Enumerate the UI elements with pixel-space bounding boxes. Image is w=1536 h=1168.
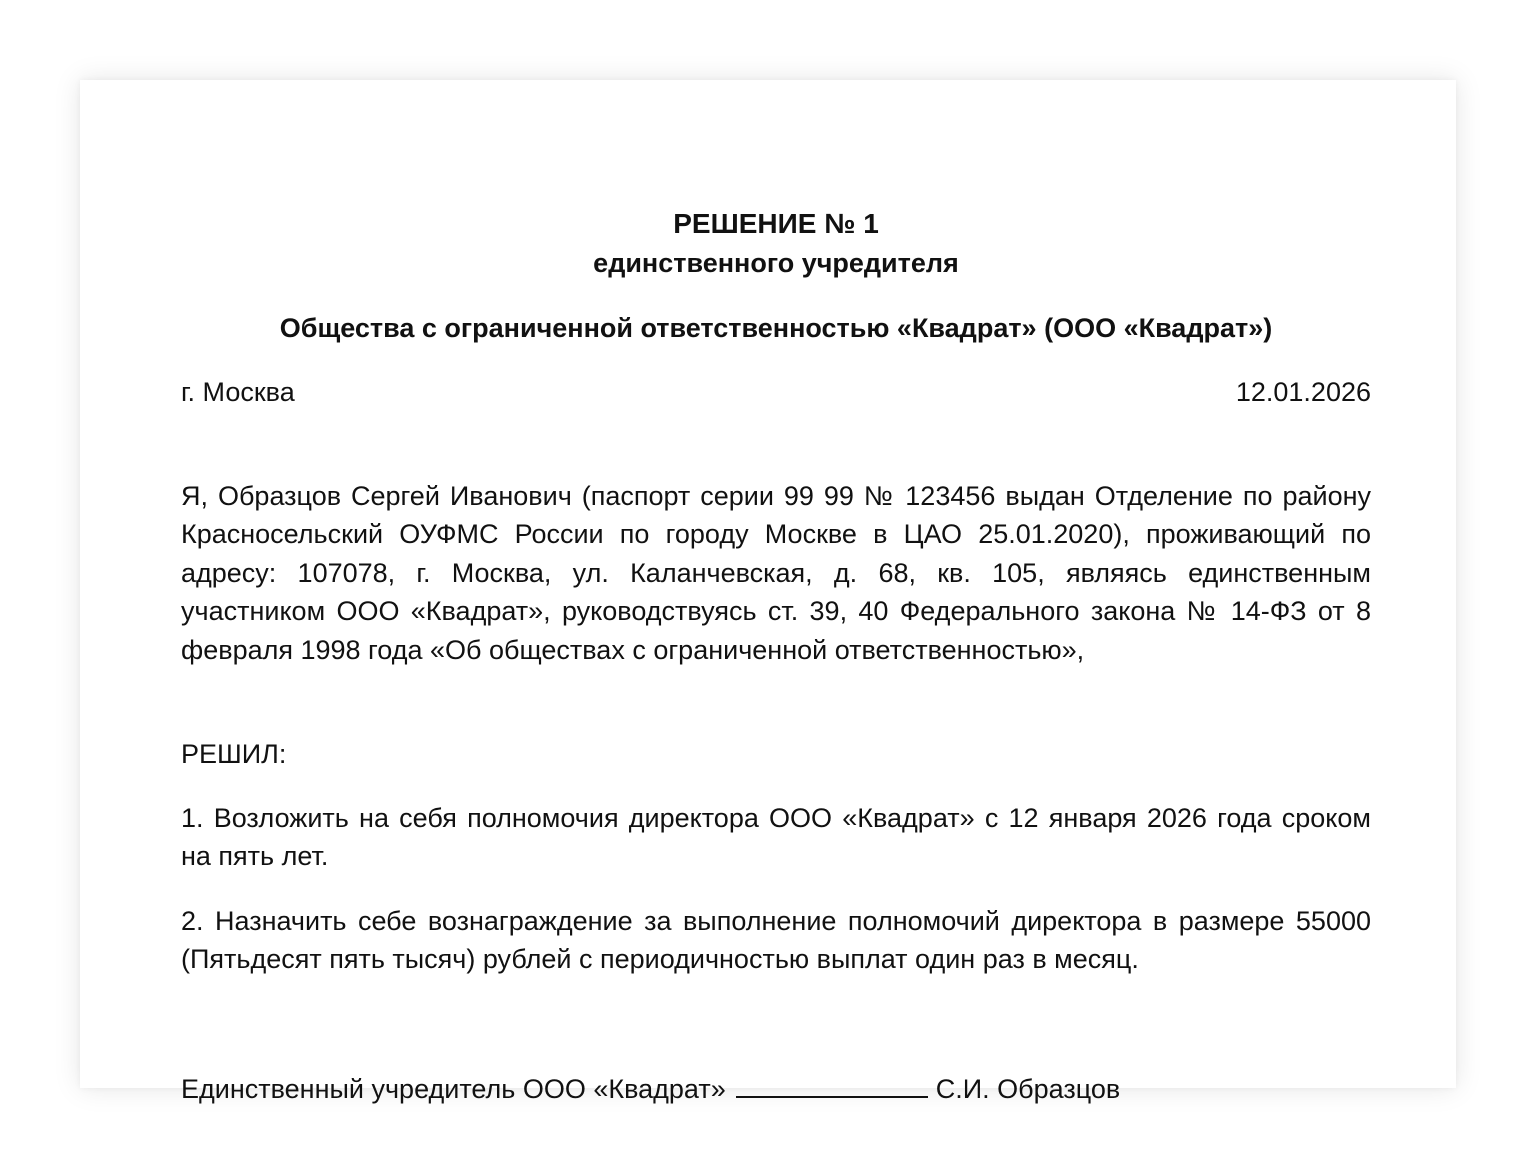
signature-line	[736, 1070, 928, 1098]
document-place: г. Москва	[181, 377, 295, 407]
decision-item-1: 1. Возложить на себя полномочия директора ООО «Квадрат» с 12 января 2026 года сроком на пять лет.	[181, 803, 1371, 872]
decision-item-2: 2. Назначить себе вознаграждение за выполнение полномочий директора в размере 55000 (Пятьдесят пять тысяч) рублей с периодичностью выплат один раз в месяц.	[181, 906, 1371, 975]
signature-name: С.И. Образцов	[935, 1074, 1121, 1104]
signature-row	[181, 1070, 1371, 1105]
document-title: РЕШЕНИЕ № 1	[673, 208, 879, 239]
place-date-row	[181, 376, 1371, 408]
intro-paragraph: Я, Образцов Сергей Иванович (паспорт серии 99 99 № 123456 выдан Отделение по району Красносельский ОУФМС России по городу Москве в ЦАО 25.01.2020), проживающий по адресу: 107078, г. Москва, ул. Каланчевская, д. 68, кв. 105, являясь единственным участником ООО «Квадрат», руководствуясь ст. 39, 40 Федерального закона № 14-ФЗ от 8 февраля 1998 года «Об обществах с ограниченной ответственностью»,	[181, 481, 1371, 665]
organization-name: Общества с ограниченной ответственностью «Квадрат» (ООО «Квадрат»)	[279, 313, 1273, 343]
document-subtitle: единственного учредителя	[593, 248, 959, 278]
resolved-label: РЕШИЛ:	[181, 739, 287, 769]
signature-role: Единственный учредитель ООО «Квадрат»	[181, 1074, 726, 1104]
document-content	[181, 80, 1371, 1104]
document-date: 12.01.2026	[1235, 377, 1371, 407]
document-sheet	[80, 80, 1456, 1104]
